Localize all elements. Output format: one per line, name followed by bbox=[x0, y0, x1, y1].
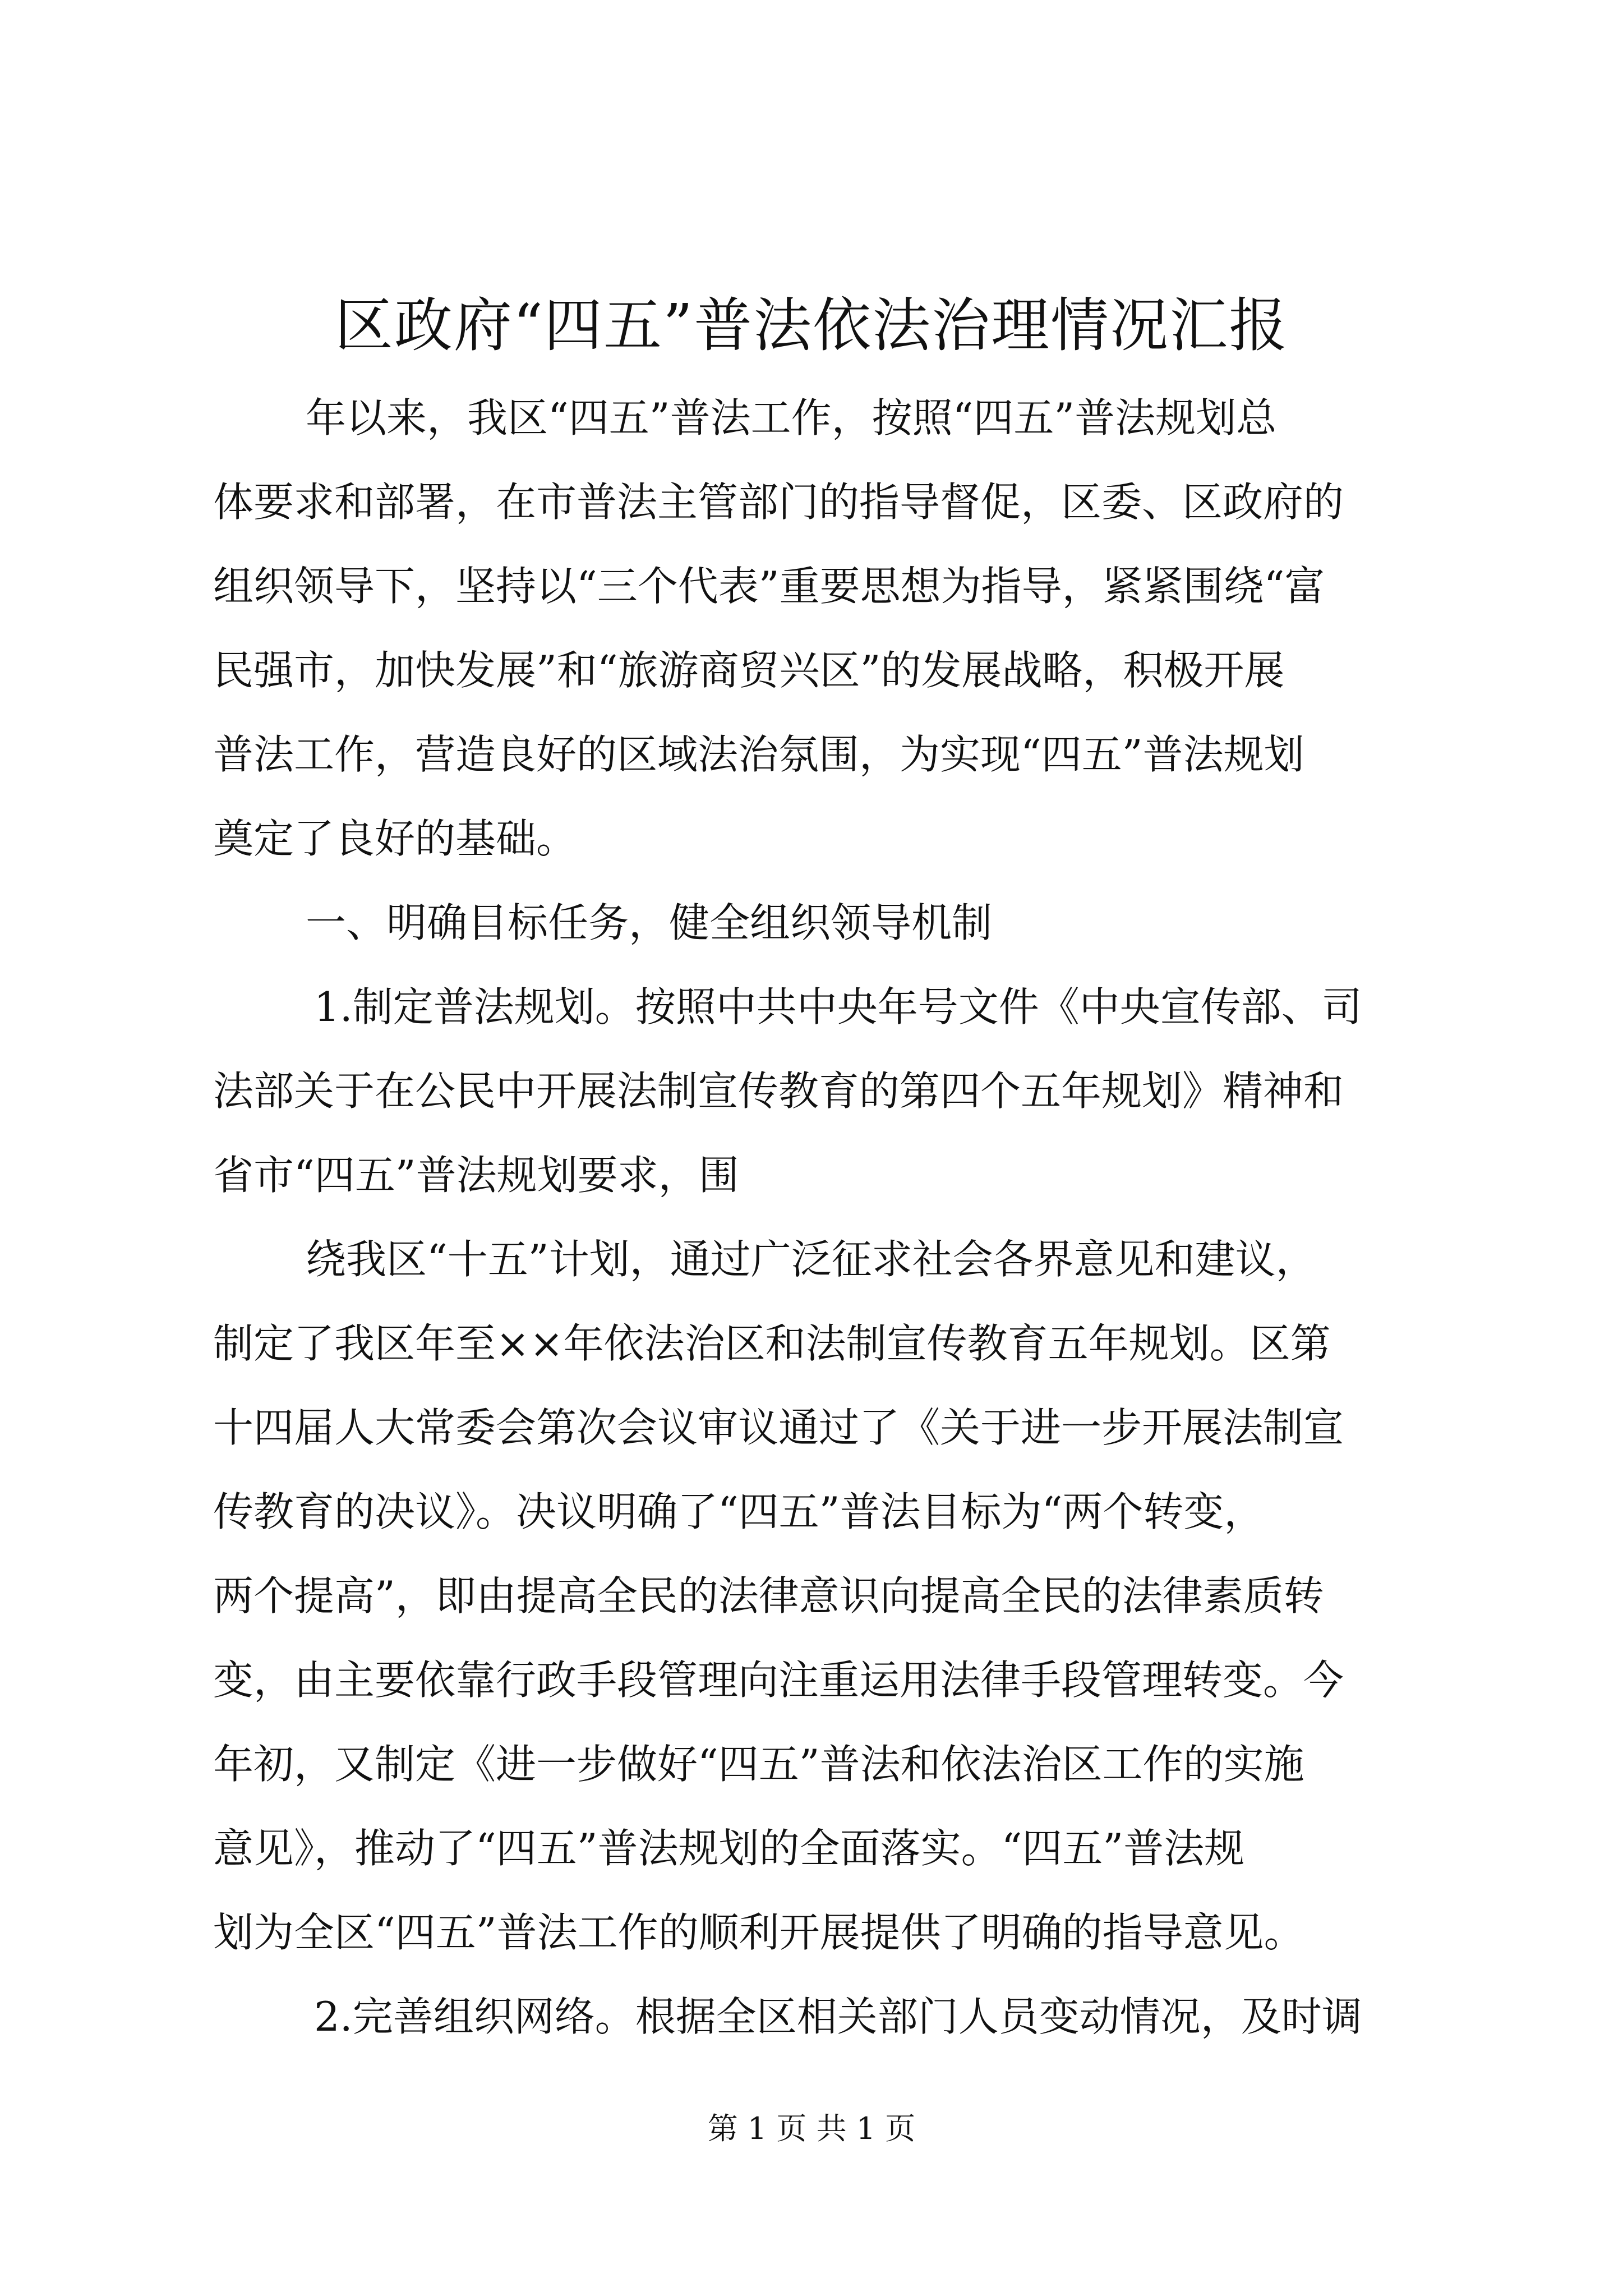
body-line-9: 法部关于在公民中开展法制宣传教育的第四个五年规划》精神和 bbox=[213, 1068, 1344, 1115]
body-line-15: 两个提高”，即由提高全民的法律意识向提高全民的法律素质转 bbox=[213, 1572, 1324, 1619]
body-line-14: 传教育的决议》。决议明确了“四五”普法目标为“两个转变， bbox=[213, 1488, 1265, 1535]
section-heading-1: 一、明确目标任务，健全组织领导机制 bbox=[306, 899, 993, 946]
body-line-16: 变，由主要依靠行政手段管理向注重运用法律手段管理转变。今 bbox=[213, 1657, 1344, 1704]
body-line-10: 省市“四五”普法规划要求，围 bbox=[213, 1152, 739, 1199]
body-line-3: 组织领导下，坚持以“三个代表”重要思想为指导，紧紧围绕“富 bbox=[213, 563, 1325, 610]
body-line-8: 1.制定普法规划。按照中共中央年号文件《中央宣传部、司 bbox=[314, 983, 1362, 1030]
body-line-12: 制定了我区年至××年依法治区和法制宣传教育五年规划。区第 bbox=[213, 1320, 1331, 1367]
body-line-18: 意见》，推动了“四五”普法规划的全面落实。“四五”普法规 bbox=[213, 1825, 1245, 1872]
body-line-17: 年初，又制定《进一步做好“四五”普法和依法治区工作的实施 bbox=[213, 1741, 1304, 1788]
body-line-13: 十四届人大常委会第次会议审议通过了《关于进一步开展法制宣 bbox=[213, 1404, 1344, 1451]
body-line-1: 年以来，我区“四五”普法工作，按照“四五”普法规划总 bbox=[306, 394, 1277, 441]
body-line-5: 普法工作，营造良好的区域法治氛围，为实现“四五”普法规划 bbox=[213, 731, 1304, 778]
page-footer: 第 1 页 共 1 页 bbox=[707, 2111, 916, 2146]
body-line-2: 体要求和部署，在市普法主管部门的指导督促，区委、区政府的 bbox=[213, 478, 1344, 526]
document-title: 区政府“四五”普法依法治理情况汇报 bbox=[334, 291, 1289, 360]
body-line-4: 民强市，加快发展”和“旅游商贸兴区”的发展战略，积极开展 bbox=[213, 647, 1285, 694]
body-line-11: 绕我区“十五”计划，通过广泛征求社会各界意见和建议， bbox=[306, 1236, 1316, 1283]
body-line-20: 2.完善组织网络。根据全区相关部门人员变动情况，及时调 bbox=[314, 1993, 1362, 2040]
body-line-6: 奠定了良好的基础。 bbox=[213, 815, 577, 862]
body-line-19: 划为全区“四五”普法工作的顺利开展提供了明确的指导意见。 bbox=[213, 1909, 1304, 1956]
